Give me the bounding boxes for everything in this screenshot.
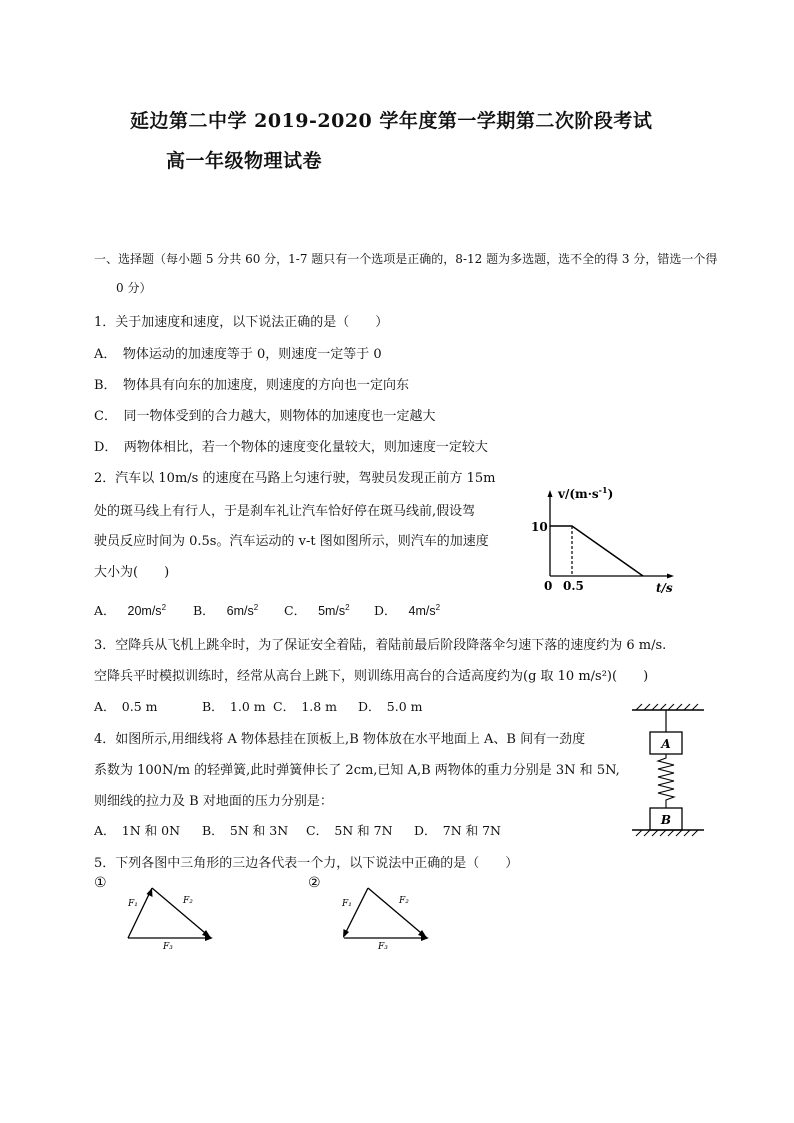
force-f1-vector [128,888,152,938]
force-triangle-1 [92,872,232,954]
question-2-stem-line-4: 大小为( ) [94,565,170,580]
y-axis-label-text: v/(m·s [558,487,599,501]
y-axis-label-close: ) [607,487,614,501]
question-2-option-c [284,601,350,619]
option-exponent: 2 [161,602,167,612]
question-5-stem: 5．下列各图中三角形的三边各代表一个力，以下说法中正确的是（ ） [94,856,519,871]
block-b-label: B [660,813,672,827]
force-f2-label: F₂ [183,896,193,906]
y-axis-label [557,485,613,501]
section-instructions-cont: 0 分） [116,281,152,295]
force-f3-label: F₃ [163,942,173,952]
y-axis-label-exp: -1 [598,485,608,495]
question-4-stem-line-1: 4．如图所示,用细线将 A 物体悬挂在顶板上,B 物体放在水平地面上 A、B 间有一劲度 [94,732,586,747]
y-tick-label: 10 [531,520,548,534]
question-3-option-b: B． 1.0 m [202,699,266,714]
option-exponent: 2 [345,602,350,612]
option-letter: D． [374,603,397,618]
option-value: 5m/s [318,604,346,618]
option-value: 20m/s [127,604,162,618]
question-2-option-b [193,601,258,619]
question-3-stem-line-2: 空降兵平时模拟训练时，经常从高台上跳下，则训练用高台的合适高度约为(g 取 10 m/s²)( ) [94,669,649,684]
origin-label: 0 [544,579,553,593]
figure-1-index: ① [94,875,107,891]
spring-blocks-figure [628,702,708,837]
exam-title: 延边第二中学 2019-2020 学年度第一学期第二次阶段考试 [130,110,653,132]
option-value: 4m/s [408,604,436,618]
force-f1-arrow-icon [147,888,153,897]
x-axis-label: t/s [656,581,673,595]
question-4-option-a: A． 1N 和 0N [94,823,181,838]
force-triangle-2 [306,872,446,954]
question-3-stem-line-1: 3．空降兵从飞机上跳伞时，为了保证安全着陆，着陆前最后阶段降落伞匀速下落的速度约为 6 m/s. [94,638,667,653]
spring [658,754,674,808]
x-tick-label: 0.5 [563,579,584,593]
question-2-stem-line-3: 驶员反应时间为 0.5s。汽车运动的 v-t 图如图所示，则汽车的加速度 [94,534,489,549]
force-f1-label: F₁ [342,899,352,909]
ceiling-hatching [636,704,698,710]
v-axis-arrow-icon [548,490,553,497]
question-1-option-c: C． 同一物体受到的合力越大，则物体的加速度也一定越大 [94,409,436,424]
question-4-stem-line-3: 则细线的拉力及 B 对地面的压力分别是： [94,794,333,809]
question-3-option-a: A． 0.5 m [94,699,158,714]
force-f1-label: F₁ [128,899,138,909]
question-1-stem: 1．关于加速度和速度，以下说法正确的是（ ） [94,315,389,330]
block-a-label: A [661,737,671,751]
force-f3-label: F₃ [378,942,388,952]
velocity-time-graph [530,480,680,600]
option-value: 6m/s [226,604,254,618]
question-3-option-d: D． 5.0 m [358,699,423,714]
question-4-stem-line-2: 系数为 100N/m 的轻弹簧,此时弹簧伸长了 2cm,已知 A,B 两物体的重力分别是 3N 和 5N, [94,763,620,778]
force-f2-vector [368,888,427,938]
question-4-option-c: C． 5N 和 7N [306,823,393,838]
question-4-option-b: B． 5N 和 3N [202,823,289,838]
question-2-stem-line-1: 2．汽车以 10m/s 的速度在马路上匀速行驶，驾驶员发现正前方 15m [94,471,496,486]
figure-2-index: ② [308,875,321,891]
force-f1-arrow-icon [343,929,349,938]
question-2-stem-line-2: 处的斑马线上有行人，于是刹车礼让汽车恰好停在斑马线前,假设驾 [94,504,476,519]
question-4-option-d: D． 7N 和 7N [414,823,501,838]
option-letter: A． [94,603,116,618]
force-f2-vector [152,888,211,938]
question-3-option-c: C． 1.8 m [273,699,338,714]
ground-hatching [636,830,698,836]
t-axis-arrow-icon [667,574,674,579]
exam-subtitle: 高一年级物理试卷 [166,150,323,172]
force-f1-vector [344,888,368,936]
option-letter: B． [193,603,215,618]
velocity-line [550,526,643,576]
section-instructions: 一、选择题（每小题 5 分共 60 分，1-7 题只有一个选项是正确的，8-12 题为多选题，选不全的得 3 分，错选一个得 [94,252,718,266]
question-1-option-b: B． 物体具有向东的加速度，则速度的方向也一定向东 [94,378,410,393]
question-2-option-a [94,601,166,619]
force-f2-label: F₂ [399,896,409,906]
question-1-option-d: D． 两物体相比，若一个物体的速度变化量较大，则加速度一定较大 [94,440,488,455]
option-exponent: 2 [253,602,259,612]
question-2-option-d [374,601,440,619]
option-exponent: 2 [435,602,441,612]
option-letter: C． [284,603,307,618]
question-1-option-a: A． 物体运动的加速度等于 0，则速度一定等于 0 [94,347,382,362]
